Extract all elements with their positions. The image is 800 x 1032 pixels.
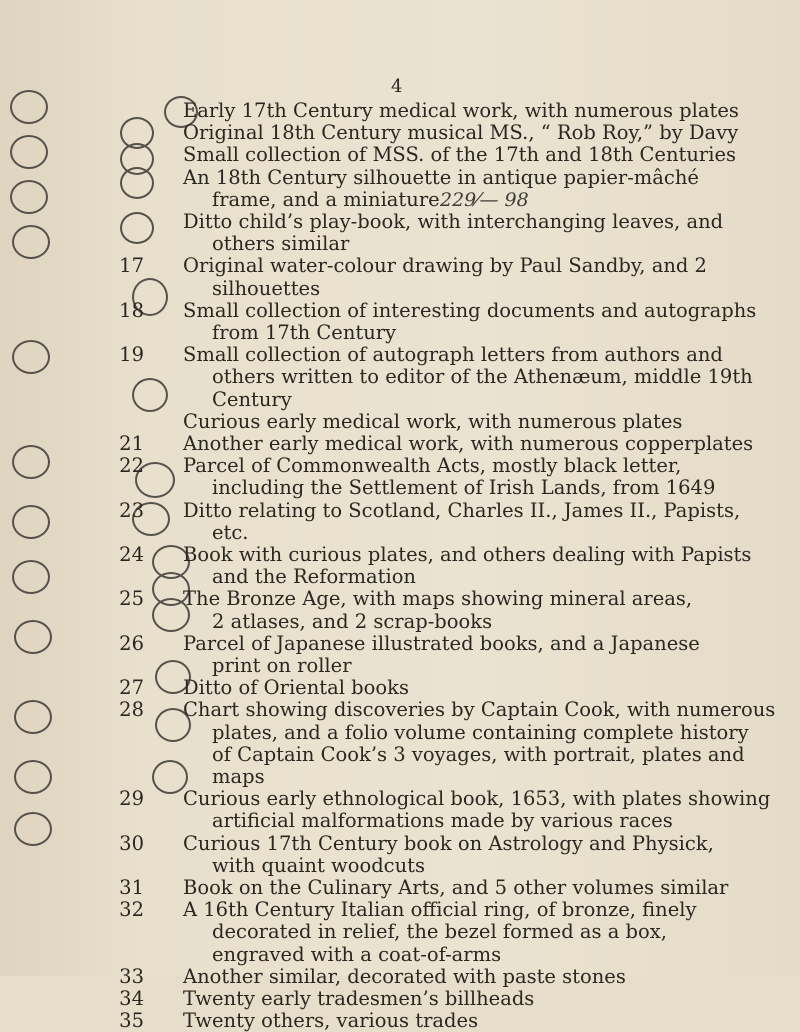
lot-number: 35 [119, 1009, 144, 1032]
lot-number: 30 [119, 831, 144, 855]
lot-description-cont: with quaint woodcuts [212, 853, 425, 877]
lot-number: 23 [119, 498, 144, 522]
lot-number: 26 [119, 631, 144, 655]
lot-description: Book on the Culinary Arts, and 5 other volumes similar [183, 876, 729, 899]
lot-description-cont: plates, and a folio volume containing complete history [212, 720, 749, 744]
lot-description: Book with curious plates, and others dealing with Papists [183, 543, 752, 566]
lot-number: 28 [119, 698, 144, 722]
lot-description-cont: engraved with a coat-of-arms [212, 942, 502, 966]
lot-number: 33 [119, 964, 144, 988]
lot-number-circle [120, 212, 154, 244]
lot-description-cont: including the Settlement of Irish Lands, from 1649 [212, 476, 716, 500]
lot-description-cont: frame, and a miniature [212, 187, 440, 211]
lot-number: 31 [119, 876, 144, 899]
handwritten-price: 229⁄— 98 [440, 188, 529, 211]
lot-number: 18 [119, 298, 144, 322]
lot-number: 22 [119, 454, 144, 478]
lot-description: Parcel of Commonwealth Acts, mostly black letter, [183, 454, 682, 478]
lot-description-cont: silhouettes [212, 276, 321, 300]
page-number: 4 [391, 76, 403, 97]
lot-number: 34 [119, 987, 144, 1010]
lot-number: 17 [119, 254, 144, 278]
lot-description: Curious 17th Century book on Astrology and Physick, [183, 831, 714, 855]
lot-number: 32 [119, 898, 144, 922]
lot-description-cont: etc. [212, 520, 249, 544]
lot-number: 21 [119, 432, 144, 455]
lot-description: Another similar, decorated with paste stones [183, 964, 626, 988]
lot-description: Small collection of MSS. of the 17th and 18th Centuries [183, 143, 736, 167]
lot-description-cont: others written to editor of the Athenæum, middle 19th [212, 365, 753, 389]
margin-mark-circle [14, 812, 52, 846]
lot-description-cont: and the Reformation [212, 565, 416, 589]
lot-number: 25 [119, 587, 144, 611]
lot-description: Ditto relating to Scotland, Charles II., James II., Papists, [183, 498, 741, 522]
lot-description-cont: artificial malformations made by various races [212, 809, 673, 833]
lot-description: Twenty early tradesmen’s billheads [183, 987, 535, 1010]
margin-mark-circle [12, 560, 50, 594]
lot-description: Ditto of Oriental books [183, 676, 409, 700]
lot-number-circle [120, 167, 154, 199]
margin-mark-circle [12, 225, 50, 259]
lot-description-cont: Century [212, 387, 292, 411]
lot-description-cont: maps [212, 765, 265, 788]
lot-number-circle [132, 378, 168, 412]
margin-mark-circle [10, 90, 48, 124]
lot-number: 29 [119, 787, 144, 811]
margin-mark-circle [14, 760, 52, 794]
lot-description-cont: of Captain Cook’s 3 voyages, with portrait, plates and [212, 742, 745, 766]
lot-description: A 16th Century Italian official ring, of bronze, finely [183, 898, 697, 922]
lot-description: Early 17th Century medical work, with numerous plates [183, 99, 739, 122]
lot-description: Curious early ethnological book, 1653, with plates showing [183, 787, 771, 811]
margin-mark-circle [10, 135, 48, 169]
lot-number: 27 [119, 676, 144, 700]
lot-description: Another early medical work, with numerous copperplates [183, 432, 754, 455]
margin-mark-circle [10, 180, 48, 214]
margin-mark-circle [12, 340, 50, 374]
lot-description-cont: print on roller [212, 654, 352, 677]
lot-description-cont: 2 atlases, and 2 scrap-books [212, 609, 493, 633]
lot-description: Original water-colour drawing by Paul Sandby, and 2 [183, 254, 707, 278]
lot-description: Chart showing discoveries by Captain Cook, with numerous [183, 698, 776, 722]
lot-description: Curious early medical work, with numerous plates [183, 409, 683, 433]
margin-mark-circle [12, 445, 50, 479]
lot-description-cont: from 17th Century [212, 321, 397, 344]
lot-description: Twenty others, various trades [183, 1009, 479, 1032]
lot-description: Small collection of interesting documents and autographs [183, 298, 757, 322]
lot-number: 19 [119, 343, 144, 367]
margin-mark-circle [14, 620, 52, 654]
margin-mark-circle [12, 505, 50, 539]
lot-description: Ditto child’s play-book, with interchanging leaves, and [183, 210, 724, 233]
lot-description: Small collection of autograph letters from authors and [183, 343, 723, 367]
margin-mark-circle [14, 700, 52, 734]
lot-description-cont: decorated in relief, the bezel formed as a box, [212, 920, 667, 944]
lot-number: 24 [119, 543, 144, 566]
lot-description: Parcel of Japanese illustrated books, and a Japanese [183, 631, 700, 655]
lot-description: The Bronze Age, with maps showing mineral areas, [183, 587, 693, 611]
lot-description: An 18th Century silhouette in antique papier-mâché [183, 165, 699, 189]
lot-description-cont: others similar [212, 232, 350, 256]
lot-description: Original 18th Century musical MS., “ Rob Roy,” by Davy [183, 121, 739, 145]
